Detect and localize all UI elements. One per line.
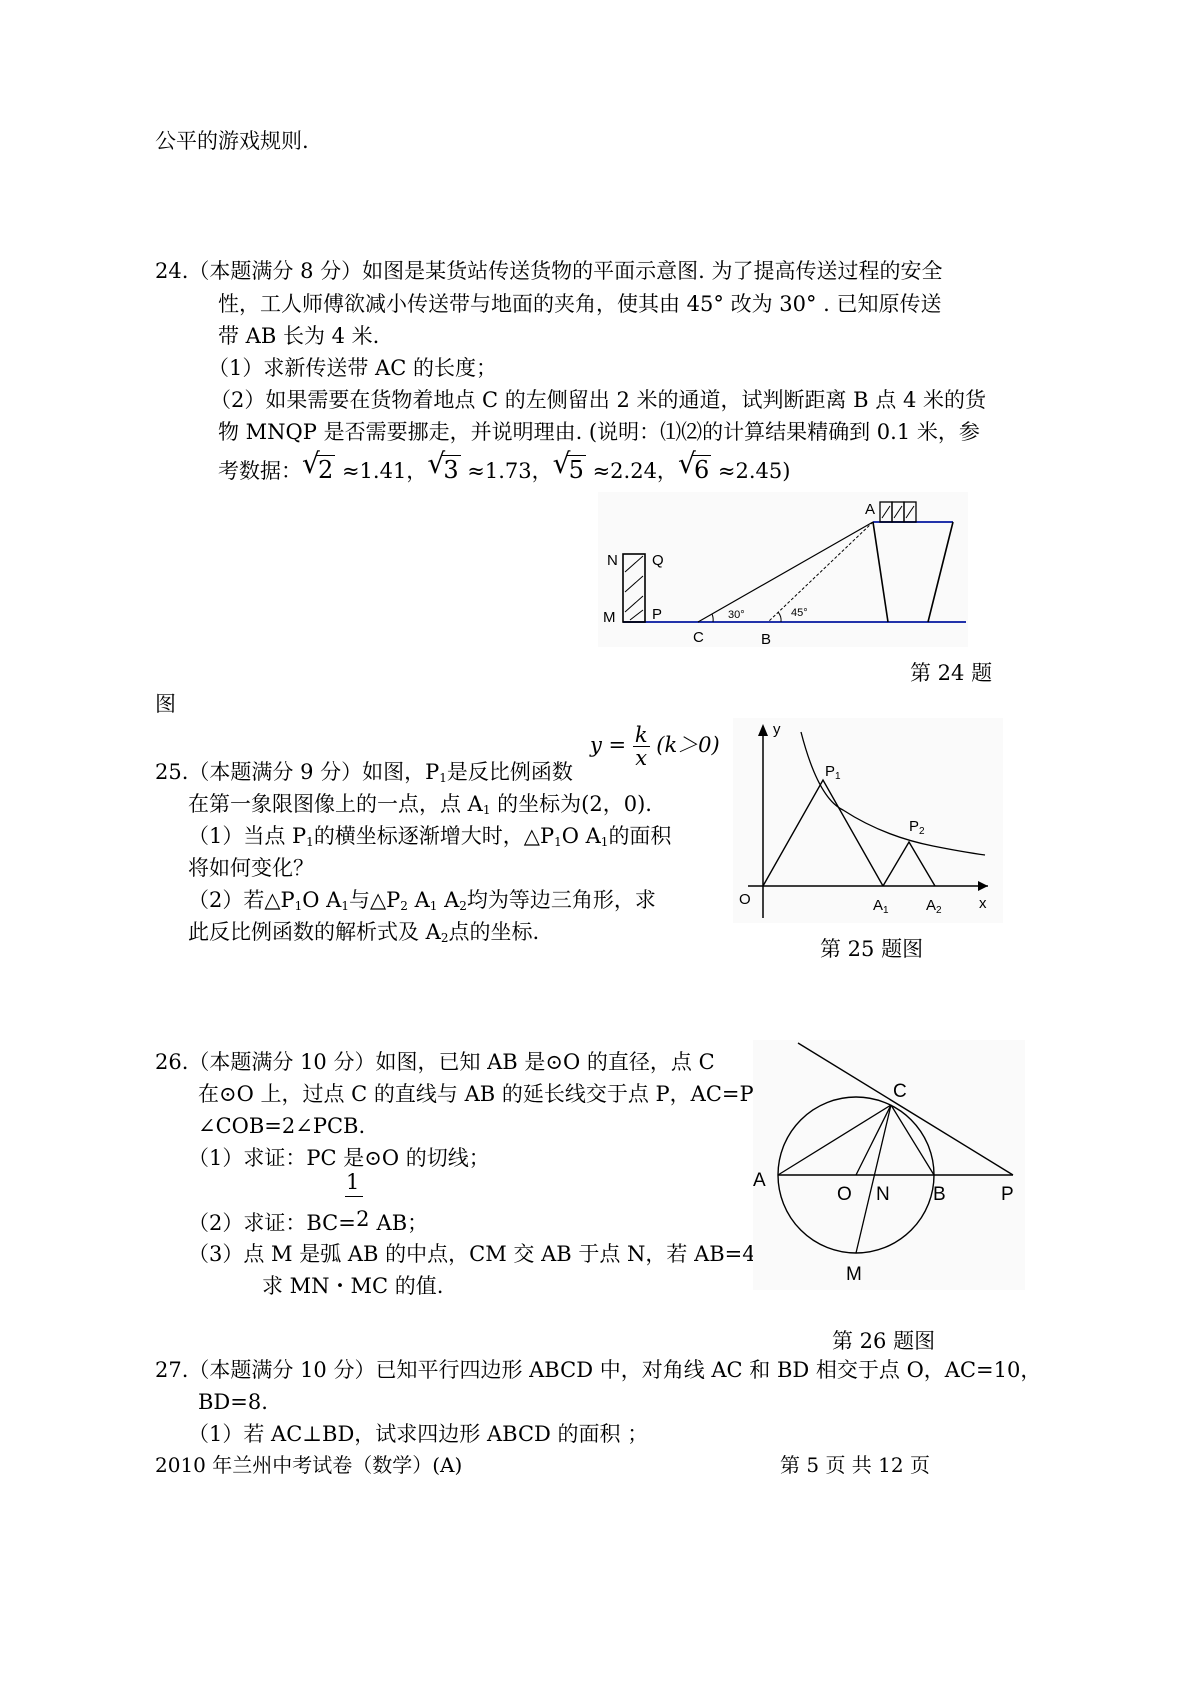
q24-angle-45: 45° [791,607,808,619]
continuation-line: 公平的游戏规则. [155,129,309,153]
footer-exam-title: 2010 年兰州中考试卷（数学）(A) [155,1453,463,1477]
q26-label-P: P [1001,1184,1014,1205]
q26-frac-num: 1 [346,1170,360,1194]
q24-caption-a: 第 24 题 [910,661,993,685]
q25-origin-O: O [739,891,751,908]
q26-label-M: M [846,1264,862,1285]
q25-line1: 25.（本题满分 9 分）如图，$P_1$是反比例函数 [155,760,573,785]
q27-line2: BD=8. [198,1390,268,1414]
q26-label-N: N [876,1184,890,1205]
q26-label-C: C [893,1081,907,1102]
q24-reference-data: 考数据： √ 2 ≈1.41， √ 3 ≈1.73， √ 5 ≈2.24， √ 6 ≈2.45) [218,447,791,484]
q25-label-A1: $A_1$ [873,897,889,916]
q25-label-A2: $A_2$ [926,897,942,916]
q25-sub2-line2: 此反比例函数的解析式及 $A_2$点的坐标. [188,920,540,945]
q25-formula: y = $\frac{k}{x}$ (k＞0) [590,723,720,770]
q27-line1: 27.（本题满分 10 分）已知平行四边形 ABCD 中，对角线 AC 和 BD 相交于点 O，AC=10， [155,1358,1042,1382]
q24-sub2-line1: （2）如果需要在货物着地点 C 的左侧留出 2 米的通道，试判断距离 B 点 4 米的货 [210,388,986,412]
q24-sub1: （1）求新传送带 AC 的长度； [208,356,497,380]
q26-caption: 第 26 题图 [832,1329,936,1353]
q25-hyperbola-figure [733,718,1003,923]
q25-axis-x: x [979,895,987,912]
q24-label-B: B [761,631,772,647]
q24-conveyor-figure [598,492,968,647]
q26-line1: 26.（本题满分 10 分）如图，已知 AB 是⊙O 的直径，点 C [155,1050,715,1074]
q25-caption: 第 25 题图 [820,937,924,961]
q26-label-O: O [837,1184,852,1205]
q25-sub2: （2）若$\triangle P_1O$ $A_1$与$\triangle P_2$ $A_1$ $A_2$均为等边三角形，求 [188,888,656,913]
q24-label-C: C [693,629,704,646]
q25-sub1: （1）当点 $P_1$的横坐标逐渐增大时，$\triangle P_1O$ $A_1$的面积 [188,824,672,849]
q25-label-P2: $P_2$ [909,818,925,837]
q24-label-P: P [652,606,663,623]
q24-line2: 性，工人师傅欲减小传送带与地面的夹角，使其由 45° 改为 30° . 已知原传送 [218,292,942,316]
footer-page-number: 第 5 页 共 12 页 [780,1453,930,1477]
q24-label-N: N [607,552,618,569]
q26-circle-figure [753,1040,1025,1290]
q26-sub3-line2: 求 MN・MC 的值. [262,1274,444,1298]
q26-label-A: A [753,1170,766,1191]
q24-label-M: M [603,609,616,626]
q24-angle-30: 30° [728,609,745,621]
q25-axis-y: y [773,721,781,738]
q24-label-A: A [865,501,876,518]
q25-label-P1: $P_1$ [825,763,841,782]
q24-caption-b: 图 [155,692,176,716]
q27-sub1: （1）若 AC⊥BD，试求四边形 ABCD 的面积 ； [188,1422,649,1446]
q26-label-B: B [933,1184,946,1205]
q25-sub1-line2: 将如何变化？ [188,856,314,880]
q26-line3: ∠COB=2∠PCB. [198,1114,366,1138]
q26-sub3-line1: （3）点 M 是弧 AB 的中点，CM 交 AB 于点 N，若 AB=4， [188,1242,777,1266]
q24-line1: 24.（本题满分 8 分）如图是某货站传送货物的平面示意图. 为了提高传送过程的安全 [155,259,943,283]
q26-line2: 在⊙O 上，过点 C 的直线与 AB 的延长线交于点 P，AC=PC， [198,1082,791,1106]
q26-frac-bar [345,1196,363,1197]
q24-sub2-line2: 物 MNQP 是否需要挪走，并说明理由. (说明：⑴⑵的计算结果精确到 0.1 米，参 [218,420,980,444]
q24-label-Q: Q [652,552,664,569]
q25-line2: 在第一象限图像上的一点，点 $A_1$ 的坐标为(2，0). [188,792,652,817]
q26-sub1: （1）求证：PC 是⊙O 的切线； [188,1146,490,1170]
q24-line3: 带 AB 长为 4 米. [218,324,380,348]
q26-sub2: （2）求证：BC=2 AB； [188,1207,429,1235]
